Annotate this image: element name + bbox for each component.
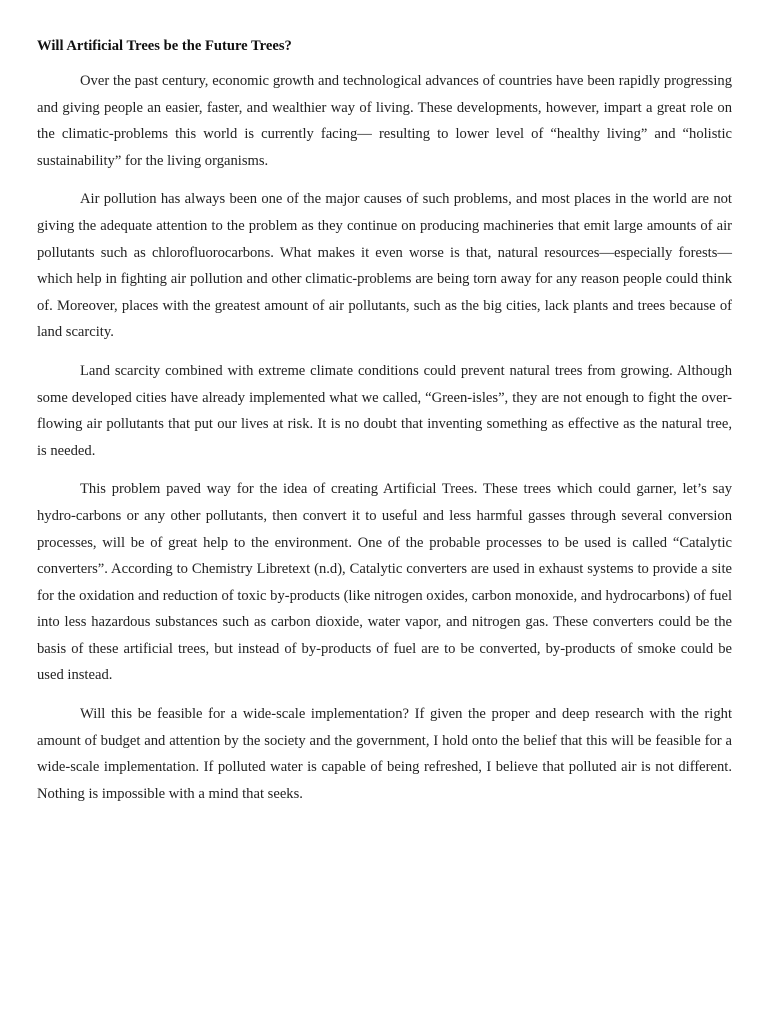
document-title: Will Artificial Trees be the Future Trees? (37, 38, 292, 54)
paragraph-3: Land scarcity combined with extreme climate conditions could prevent natural trees from growing. Although some developed cities have already implemented what we called, “Green-isles”, they are not enough to fight the over-flowing air pollutants that put our lives at risk. It is no doubt that inventing something as effective as the natural tree, is needed. (37, 362, 732, 459)
paragraph-4: This problem paved way for the idea of creating Artificial Trees. These trees which could garner, let’s say hydro-carbons or any other pollutants, then convert it to useful and less harmful gasses through several conversion processes, will be of great help to the environment. One of the probable processes to be used is called “Catalytic converters”. According to Chemistry Libretext (n.d), Catalytic converters are used in exhaust systems to provide a site for the oxidation and reduction of toxic by-products (like nitrogen oxides, carbon monoxide, and hydrocarbons) of fuel into less hazardous substances such as carbon dioxide, water vapor, and nitrogen gas. These converters could be the basis of these artificial trees, but instead of by-products of fuel are to be converted, by-products of smoke could be used instead. (37, 481, 732, 684)
paragraph-2: Air pollution has always been one of the major causes of such problems, and most places in the world are not giving the adequate attention to the problem as they continue on producing machineries that emit large amounts of air pollutants such as chlorofluorocarbons. What makes it even worse is that, natural resources—especially forests—which help in fighting air pollution and other climatic-problems are being torn away for any reason people could think of. Moreover, places with the greatest amount of air pollutants, such as the big cities, lack plants and trees because of land scarcity. (37, 191, 732, 341)
document-body (37, 35, 732, 807)
paragraph-1: Over the past century, economic growth and technological advances of countries have been rapidly progressing and giving people an easier, faster, and wealthier way of living. These developments, however, impart a great role on the climatic-problems this world is currently facing— resulting to lower level of “healthy living” and “holistic sustainability” for the living organisms. (37, 73, 732, 169)
paragraph-5: Will this be feasible for a wide-scale implementation? If given the proper and deep research with the right amount of budget and attention by the society and the government, I hold onto the belief that this will be feasible for a wide-scale implementation. If polluted water is capable of being refreshed, I believe that polluted air is not different. Nothing is impossible with a mind that seeks. (37, 706, 732, 802)
